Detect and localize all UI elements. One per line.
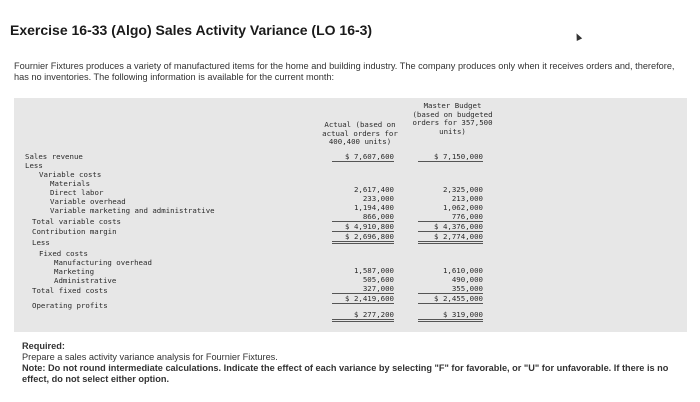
master-total-variable: $ 4,376,000 [418,222,483,232]
master-variable-marketing: 776,000 [418,212,483,222]
actual-manufacturing-overhead: 1,587,000 [353,266,394,275]
mouse-cursor-icon [574,32,582,41]
label-contribution-margin: Contribution margin [32,227,117,236]
header-actual: Actual (based on actual orders for 400,400 units) [322,120,398,146]
actual-administrative: 327,000 [332,284,394,294]
label-direct-labor: Direct labor [50,188,104,197]
header-master: Master Budget (based on budgeted orders for 357,500 units) [412,101,493,136]
master-contribution-margin: $ 2,774,000 [418,232,483,244]
master-administrative: 355,000 [418,284,483,294]
actual-marketing: 505,600 [362,275,394,284]
required-note [22,363,682,385]
required-heading: Required: [22,341,65,351]
label-materials: Materials [50,179,91,188]
note-label: Note: [22,363,46,373]
required-text: Prepare a sales activity variance analysis for Fournier Fixtures. [22,352,278,362]
data-table [14,98,687,332]
master-variable-overhead: 1,062,000 [442,203,483,212]
actual-operating-profits: $ 277,200 [332,310,394,322]
required-section [22,341,682,385]
master-marketing: 490,000 [451,275,483,284]
label-variable-marketing: Variable marketing and administrative [50,206,215,215]
intro-paragraph: Fournier Fixtures produces a variety of manufactured items for the home and building industry. The company produces only when it receives orders and, therefore, has no inventories. The following information is available for the current month: [14,61,675,82]
label-total-variable: Total variable costs [32,217,121,226]
master-direct-labor: 213,000 [451,194,483,203]
actual-total-variable: $ 4,910,800 [332,222,394,232]
label-total-fixed: Total fixed costs [32,286,108,295]
master-total-fixed: $ 2,455,000 [418,294,483,304]
label-operating-profits: Operating profits [32,301,108,310]
label-variable-costs: Variable costs [39,170,102,179]
actual-sales-revenue: $ 7,607,600 [332,152,394,162]
actual-contribution-margin: $ 2,696,800 [332,232,394,244]
master-sales-revenue: $ 7,150,000 [418,152,483,162]
note-text: Do not round intermediate calculations. Indicate the effect of each variance by selecting "F" for favorable, or "U" for unfavorable. If there is no effect, do not select either option. [22,363,669,384]
label-less: Less [25,161,43,170]
label-variable-overhead: Variable overhead [50,197,126,206]
actual-variable-marketing: 866,000 [332,212,394,222]
label-fixed-costs: Fixed costs [39,249,88,258]
exercise-title: Exercise 16-33 (Algo) Sales Activity Variance (LO 16-3) [10,22,373,38]
label-administrative: Administrative [54,276,117,285]
actual-materials: 2,617,400 [353,185,394,194]
actual-direct-labor: 233,000 [362,194,394,203]
label-manufacturing-overhead: Manufacturing overhead [54,258,152,267]
label-sales-revenue: Sales revenue [25,152,83,161]
actual-variable-overhead: 1,194,400 [353,203,394,212]
label-marketing: Marketing [54,267,95,276]
master-operating-profits: $ 319,000 [418,310,483,322]
actual-total-fixed: $ 2,419,600 [332,294,394,304]
master-materials: 2,325,000 [442,185,483,194]
label-less-2: Less [32,238,50,247]
master-manufacturing-overhead: 1,610,000 [442,266,483,275]
